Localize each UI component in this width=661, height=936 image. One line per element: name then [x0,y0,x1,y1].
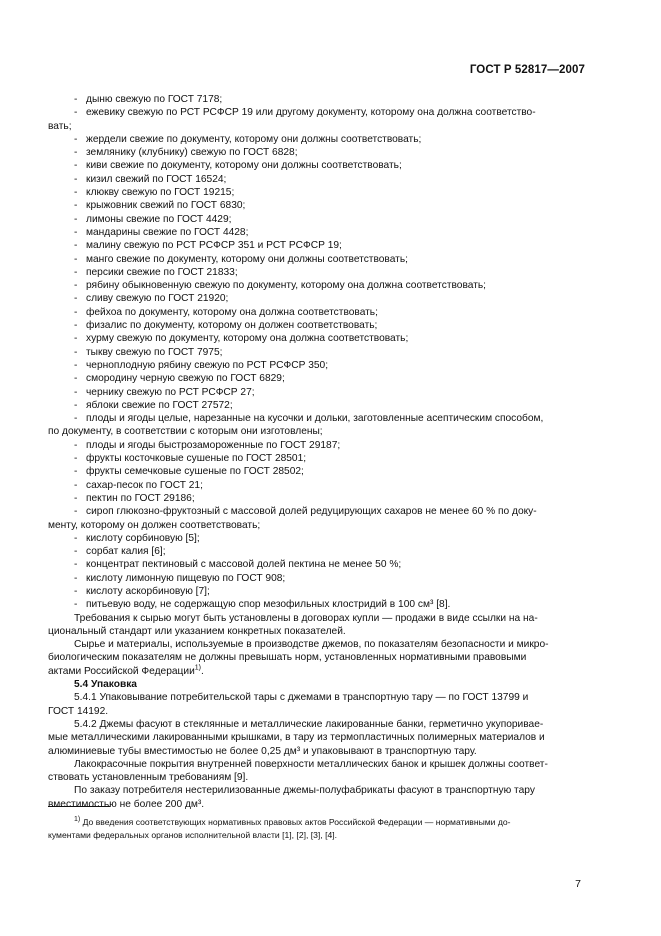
list-item [48,146,583,159]
list-item-text: сахар-песок по ГОСТ 21; [86,479,203,491]
bullet-dash: - [74,293,78,305]
text-line: актами Российской Федерации [48,665,195,677]
footnote-ref: 1) [194,664,201,672]
footnote-line: кументами федеральных органов исполнительной власти [1], [2], [3], [4]. [48,829,338,840]
list-item-continuation: менту, которому он должен соответствовать; [48,519,261,531]
list-item-text: черноплодную рябину свежую по РСТ РСФСР 350; [86,359,329,371]
list-item-text: плоды и ягоды целые, нарезанные на кусочки и дольки, заготовленные асептическим способом, [86,413,544,425]
list-item [48,292,583,305]
list-item [48,585,583,598]
footnote-line [48,816,583,829]
bullet-dash: - [74,386,78,398]
list-item-text: малину свежую по РСТ РСФСР 351 и РСТ РСФСР 19; [86,240,342,252]
bullet-list [48,93,583,612]
page-number: 7 [575,878,581,890]
list-item-text: тыкву свежую по ГОСТ 7975; [86,346,223,358]
bullet-dash: - [74,492,78,504]
list-item [48,439,583,452]
text-line: циональный стандарт или указанием конкретных показателей. [48,625,346,637]
list-item [48,598,583,611]
list-item [48,572,583,585]
list-item [48,332,583,345]
list-item-text: крыжовник свежий по ГОСТ 6830; [86,200,246,212]
list-item-text: киви свежие по документу, которому они должны соответствовать; [86,160,402,172]
list-item [48,226,583,239]
bullet-dash: - [74,506,78,518]
text-line: алюминиевые тубы вместимостью не более 0,25 дм³ и упаковывают в транспортную тару. [48,745,477,757]
list-item-text: яблоки свежие по ГОСТ 27572; [86,399,233,411]
list-item [48,386,583,399]
bullet-dash: - [74,453,78,465]
paragraph-5-4-1 [48,691,583,704]
list-item-text: фрукты семечковые сушеные по ГОСТ 28502; [86,466,304,478]
list-item-text: хурму свежую по документу, которому она должна соответствовать; [86,333,409,345]
bullet-dash: - [74,266,78,278]
text-line: вместимостью не более 200 дм³. [48,798,205,810]
text-line: Требования к сырью могут быть установлены в договорах купли — продажи в виде ссылки на на- [74,612,538,624]
list-item [48,173,583,186]
bullet-dash: - [74,466,78,478]
bullet-dash: - [74,94,78,105]
bullet-dash: - [74,399,78,411]
bullet-dash: - [74,107,78,119]
footnote-mark: 1) [74,816,81,824]
list-item-text: землянику (клубнику) свежую по ГОСТ 6828; [86,147,298,159]
bullet-dash: - [74,226,78,238]
text-line: Сырье и материалы, используемые в производстве джемов, по показателям безопасности и микро- [74,639,549,651]
list-item [48,213,583,226]
list-item [48,199,583,212]
list-item [48,186,583,199]
list-item-text: плоды и ягоды быстрозамороженные по ГОСТ 29187; [86,439,341,451]
text-line: биологическим показателям не должны превышать норм, установленных нормативными правовыми [48,652,527,664]
list-item [48,452,583,465]
bullet-dash: - [74,532,78,544]
list-item [48,93,583,106]
bullet-dash: - [74,559,78,571]
paragraph-5-4-2 [48,718,583,731]
bullet-dash: - [74,133,78,145]
list-item-text: физалис по документу, которому он должен соответствовать; [86,320,378,332]
list-item [48,279,583,292]
bullet-dash: - [74,173,78,185]
list-item [48,346,583,359]
list-item [48,532,583,545]
list-item-text: мандарины свежие по ГОСТ 4428; [86,226,249,238]
bullet-dash: - [74,439,78,451]
list-item [48,399,583,412]
list-item-text: клюкву свежую по ГОСТ 19215; [86,187,235,199]
bullet-dash: - [74,599,78,611]
list-item [48,359,583,372]
footnote [48,816,583,841]
list-item-text: кислоту сорбиновую [5]; [86,532,200,544]
list-item [48,106,583,119]
list-item-continuation: по документу, в соответствии с которым они изготовлены; [48,426,323,438]
bullet-dash: - [74,187,78,199]
list-item-text: фейхоа по документу, которому она должна соответствовать; [86,306,378,318]
list-item-text: жердели свежие по документу, которому они должны соответствовать; [86,133,422,145]
paragraph-semi-finished [48,784,583,797]
document-header: ГОСТ Р 52817—2007 [469,64,585,76]
text-line-with-footnote [48,665,583,678]
footnote-divider [48,806,110,807]
footnote-text: До введения соответствующих нормативных правовых актов Российской Федерации — нормативными до- [80,817,511,827]
list-item-text: пектин по ГОСТ 29186; [86,492,195,504]
list-item-text: концентрат пектиновый с массовой долей пектина не менее 50 %; [86,559,402,571]
list-item-text: сироп глюкозно-фруктозный с массовой долей редуцирующих сахаров не менее 60 % по доку- [86,506,537,518]
list-item [48,505,583,518]
text-line: 5.4.1 Упаковывание потребительской тары с джемами в транспортную тару — по ГОСТ 13799 и [74,692,529,704]
list-item [48,319,583,332]
bullet-dash: - [74,213,78,225]
list-item-text: рябину обыкновенную свежую по документу, которому она должна соответствовать; [86,280,487,292]
bullet-dash: - [74,359,78,371]
list-item-text: сливу свежую по ГОСТ 21920; [86,293,229,305]
paragraph-safety-indicators [48,638,583,651]
text-line: По заказу потребителя нестерилизованные джемы-полуфабрикаты фасуют в транспортную тару [74,785,535,797]
list-item-text: кислоту аскорбиновую [7]; [86,585,210,597]
bullet-dash: - [74,333,78,345]
list-item [48,492,583,505]
list-item-text: манго свежие по документу, которому они должны соответствовать; [86,253,408,265]
list-item [48,239,583,252]
list-item [48,133,583,146]
list-item [48,465,583,478]
bullet-dash: - [74,585,78,597]
list-item [48,266,583,279]
period: . [201,665,204,677]
list-item-text: лимоны свежие по ГОСТ 4429; [86,213,232,225]
paragraph-raw-material-requirements [48,612,583,625]
list-item [48,545,583,558]
paragraph-coatings [48,758,583,771]
list-item-text: сорбат калия [6]; [86,546,166,558]
bullet-dash: - [74,479,78,491]
list-item [48,372,583,385]
bullet-dash: - [74,253,78,265]
bullet-dash: - [74,346,78,358]
text-line: 5.4.2 Джемы фасуют в стеклянные и металлические лакированные банки, герметично укупоривае- [74,718,544,730]
bullet-dash: - [74,240,78,252]
text-line: ствовать установленным требованиям [9]. [48,772,249,784]
bullet-dash: - [74,280,78,292]
text-line: мые металлическими лакированными крышками, в тару из термопластичных полимерных материалов и [48,732,545,744]
list-item [48,306,583,319]
list-item [48,253,583,266]
list-item-text: кислоту лимонную пищевую по ГОСТ 908; [86,572,286,584]
bullet-dash: - [74,147,78,159]
list-item-text: ежевику свежую по РСТ РСФСР 19 или другому документу, которому она должна соответство- [86,107,536,119]
list-item [48,412,583,425]
list-item-text: чернику свежую по РСТ РСФСР 27; [86,386,255,398]
text-line: ГОСТ 14192. [48,705,109,717]
list-item-text: дыню свежую по ГОСТ 7178; [86,94,223,105]
page-body [48,93,583,811]
list-item-text: кизил свежий по ГОСТ 16524; [86,173,227,185]
bullet-dash: - [74,200,78,212]
bullet-dash: - [74,373,78,385]
list-item-text: смородину черную свежую по ГОСТ 6829; [86,373,285,385]
list-item [48,479,583,492]
list-item [48,558,583,571]
section-heading: 5.4 Упаковка [74,679,137,691]
bullet-dash: - [74,320,78,332]
bullet-dash: - [74,572,78,584]
list-item [48,159,583,172]
list-item-text: питьевую воду, не содержащую спор мезофильных клостридий в 100 см³ [8]. [86,599,451,611]
bullet-dash: - [74,413,78,425]
list-item-continuation: вать; [48,120,72,132]
list-item-text: персики свежие по ГОСТ 21833; [86,266,238,278]
text-line: Лакокрасочные покрытия внутренней поверхности металлических банок и крышек должны соответ- [74,758,548,770]
bullet-dash: - [74,160,78,172]
bullet-dash: - [74,546,78,558]
list-item-text: фрукты косточковые сушеные по ГОСТ 28501; [86,453,307,465]
bullet-dash: - [74,306,78,318]
